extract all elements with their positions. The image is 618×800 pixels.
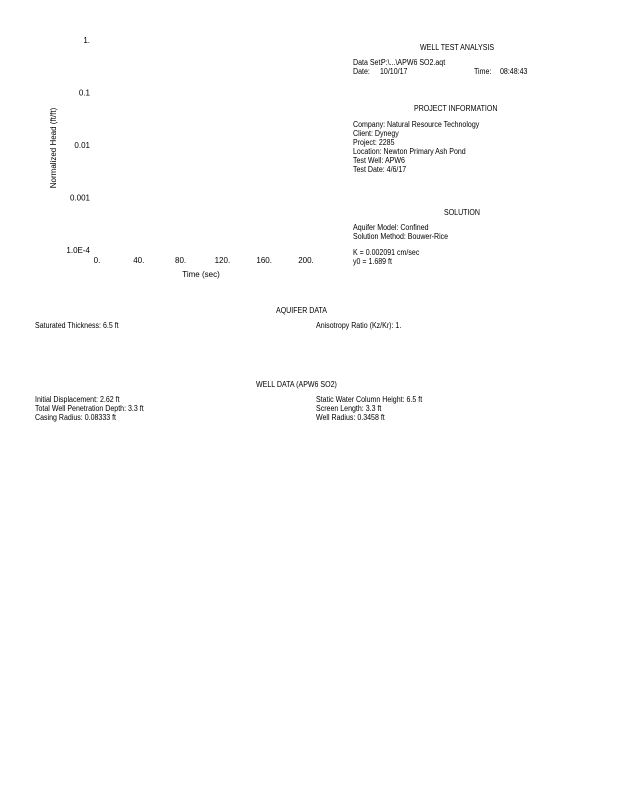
k-value: K = 0.002091 cm/sec [353, 248, 420, 257]
initial-displacement: Initial Displacement: 2.62 ft [35, 395, 120, 404]
solution-title: SOLUTION [444, 208, 480, 217]
x-tick-labels [94, 256, 314, 265]
y-axis-label: Normalized Head (ft/ft) [49, 107, 58, 189]
project-info-line: Company: Natural Resource Technology [353, 120, 480, 129]
x-tick-label: 120. [214, 256, 231, 265]
project-info-line: Project: 2285 [353, 138, 395, 147]
x-axis-label: Time (sec) [182, 270, 220, 279]
y-tick-labels [66, 36, 90, 255]
analysis-title: WELL TEST ANALYSIS [420, 43, 495, 52]
well-data-title: WELL DATA (APW6 SO2) [256, 380, 337, 389]
well-radius: Well Radius: 0.3458 ft [316, 413, 385, 422]
time-value: 08:48:43 [500, 67, 528, 76]
static-water-column: Static Water Column Height: 6.5 ft [316, 395, 423, 404]
anisotropy-ratio: Anisotropy Ratio (Kz/Kr): 1. [316, 321, 402, 330]
date-label: Date: [353, 67, 370, 76]
data-set-value: P:\...\APW6 SO2.aqt [381, 58, 446, 67]
total-well-penetration: Total Well Penetration Depth: 3.3 ft [35, 404, 144, 413]
well-test-chart [0, 0, 618, 290]
aquifer-data-title: AQUIFER DATA [276, 306, 327, 315]
date-value: 10/10/17 [380, 67, 408, 76]
x-tick-label: 160. [256, 256, 272, 265]
y-tick-label: 0.001 [69, 193, 90, 203]
y-tick-label: 0.01 [74, 141, 90, 150]
project-title: PROJECT INFORMATION [414, 104, 498, 113]
x-tick-label: 40. [133, 256, 145, 265]
project-info-line: Location: Newton Primary Ash Pond [353, 147, 466, 156]
solution-method: Solution Method: Bouwer-Rice [353, 232, 449, 241]
x-tick-label: 200. [298, 256, 314, 265]
project-info-line: Test Well: APW6 [353, 156, 405, 165]
y-tick-label: 0.1 [78, 88, 90, 98]
y0-value: y0 = 1.689 ft [353, 257, 392, 266]
project-info-line: Test Date: 4/6/17 [353, 165, 407, 174]
screen-length: Screen Length: 3.3 ft [316, 404, 382, 413]
x-tick-label: 0. [93, 256, 101, 265]
data-set-label: Data Set: [353, 58, 383, 67]
aquifer-model: Aquifer Model: Confined [353, 223, 429, 232]
casing-radius: Casing Radius: 0.08333 ft [35, 413, 117, 422]
y-tick-label: 1. [83, 36, 90, 45]
saturated-thickness: Saturated Thickness: 6.5 ft [35, 321, 119, 330]
y-tick-label: 1.0E-4 [66, 246, 90, 255]
x-tick-label: 80. [175, 256, 187, 265]
project-info-line: Client: Dynegy [353, 129, 399, 138]
time-label: Time: [474, 67, 492, 76]
